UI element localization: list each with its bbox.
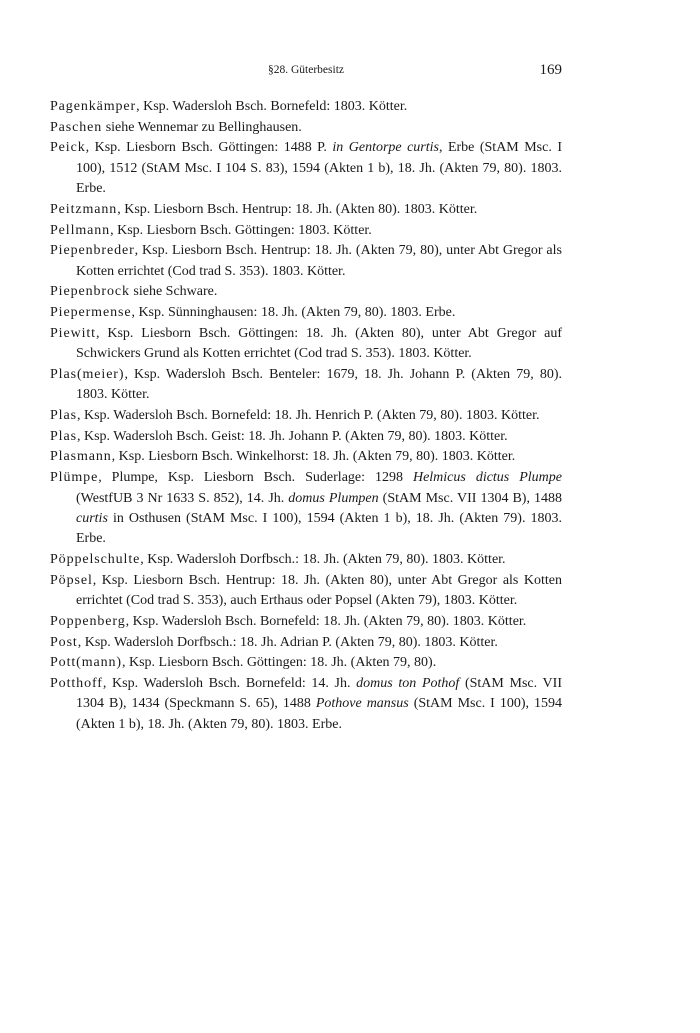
register-entry [50,427,562,447]
entry-headword: Potthoff [50,676,103,692]
entry-text: , Ksp. Wadersloh Bsch. Benteler: 1679, 18. Jh. Johann P. (Akten 79, 80). 1803. Kötter. [76,366,562,403]
entry-text: , Ksp. Liesborn Bsch. Hentrup: 18. Jh. (Akten 80), unter Abt Gregor als Kotten errichtet (Cod trad S. 353), auch Erthaus oder Popsel (Akten 79), 1803. Kötter. [76,572,562,609]
entry-latin-quote: curtis [76,510,108,526]
entry-text: , Plumpe, Ksp. Liesborn Bsch. Suderlage: 1298 [98,470,413,486]
entry-headword: Pöppelschulte [50,552,141,568]
entry-text: (StAM Msc. VII 1304 B), 1488 [378,490,562,506]
entry-text: , Ksp. Liesborn Bsch. Göttingen: 1803. Kötter. [110,222,372,238]
register-entry [50,97,562,117]
entry-text: , Ksp. Wadersloh Bsch. Bornefeld: 1803. Kötter. [136,99,408,114]
entry-headword: Peick [50,140,86,156]
entry-text: (WestfUB 3 Nr 1633 S. 852), 14. Jh. [76,490,289,506]
register-entry [50,633,562,653]
entry-text: , Ksp. Wadersloh Bsch. Bornefeld: 18. Jh. Henrich P. (Akten 79, 80). 1803. Kötter. [76,408,540,424]
entry-latin-quote: domus Plumpen [288,490,379,506]
entry-text: , Ksp. Liesborn Bsch. Göttingen: 18. Jh. (Akten 79, 80). [122,655,437,671]
register-entry [50,653,562,673]
entry-headword: Piepermense [50,305,132,321]
register-entry [50,674,562,735]
entry-latin-quote: Helmicus dictus Plumpe [412,470,562,486]
register-entry [50,406,562,426]
entry-headword: Piepenbrock [50,284,130,300]
entry-text: siehe Wennemar zu Bellinghausen. [102,119,302,135]
running-title: §28. Güterbesitz [267,64,344,76]
entry-text: , Ksp. Wadersloh Bsch. Bornefeld: 14. Jh. [102,676,357,692]
entry-headword: Pöpsel [50,572,93,588]
page-header [50,62,562,88]
entry-text: , Ksp. Wadersloh Bsch. Bornefeld: 18. Jh. (Akten 79, 80). 1803. Kötter. [125,613,527,629]
entry-headword: Piewitt [50,325,96,341]
register-entry [50,365,562,406]
entry-text: , Ksp. Liesborn Bsch. Hentrup: 18. Jh. (Akten 80). 1803. Kötter. [117,201,478,217]
entry-text: in Osthusen (StAM Msc. I 100), 1594 (Akten 1 b), 18. Jh. (Akten 79). 1803. Erbe. [76,510,562,547]
register-entry [50,468,562,550]
entry-headword: Plas [50,428,77,444]
register-entry [50,138,562,199]
entry-text: , Ksp. Liesborn Bsch. Hentrup: 18. Jh. (Akten 79, 80), unter Abt Gregor als Kotten errichtet (Cod trad S. 353). 1803. Kötter. [76,243,562,279]
register-entry [50,303,562,323]
entry-headword: Plasmann [50,449,112,465]
register-entry [50,221,562,241]
entry-headword: Pagenkämper [50,99,137,114]
entry-text: , Ksp. Wadersloh Bsch. Geist: 18. Jh. Johann P. (Akten 79, 80). 1803. Kötter. [76,428,508,444]
entry-text: , Ksp. Wadersloh Dorfbsch.: 18. Jh. Adrian P. (Akten 79, 80). 1803. Kötter. [77,634,498,650]
entry-list [50,97,562,735]
entry-text: siehe Schware. [129,284,218,300]
entry-headword: Plas [50,408,77,424]
entry-text: , Ksp. Liesborn Bsch. Winkelhorst: 18. Jh. (Akten 79, 80). 1803. Kötter. [111,449,516,465]
entry-headword: Poppenberg [50,613,126,629]
register-entry [50,241,562,282]
register-entry [50,324,562,365]
entry-latin-quote: domus ton Pothof [356,676,460,692]
entry-text: (StAM Msc. VII 1304 B), 1434 (Speckmann S. 65), 1488 [76,676,562,712]
entry-latin-quote: Pothove mansus [315,696,409,712]
entry-text: , Ksp. Liesborn Bsch. Göttingen: 18. Jh. (Akten 80), unter Abt Gregor auf Schwickers Grund als Kotten errichtet (Cod trad S. 353). 1803. Kötter. [76,325,562,362]
entry-headword: Plas(meier) [50,366,125,382]
entry-headword: Pott(mann) [50,655,122,671]
entry-text: , Erbe (StAM Msc. I 100), 1512 (StAM Msc. I 104 S. 83), 1594 (Akten 1 b), 18. Jh. (Akten 79, 80). 1803. Erbe. [76,140,562,197]
entry-headword: Piepenbreder [50,243,135,259]
entry-headword: Pellmann [50,222,111,238]
entry-headword: Paschen [50,119,103,135]
register-entry [50,550,562,570]
entry-text: , Ksp. Sünninghausen: 18. Jh. (Akten 79, 80). 1803. Erbe. [131,305,456,321]
register-entry [50,571,562,612]
register-entry [50,282,562,302]
register-entry [50,118,562,138]
entry-headword: Peitzmann [50,201,118,217]
register-entry [50,612,562,632]
register-entry [50,447,562,467]
page-number: 169 [539,62,562,78]
entry-headword: Plümpe [50,470,99,486]
entry-text: , Ksp. Wadersloh Dorfbsch.: 18. Jh. (Akten 79, 80). 1803. Kötter. [140,552,506,568]
entry-headword: Post [50,634,78,650]
book-page [50,62,562,736]
entry-text: , Ksp. Liesborn Bsch. Göttingen: 1488 P. [85,140,333,156]
register-entry [50,200,562,220]
entry-text: (StAM Msc. I 100), 1594 (Akten 1 b), 18. Jh. (Akten 79, 80). 1803. Erbe. [76,696,562,732]
entry-latin-quote: in Gentorpe curtis [332,140,439,156]
